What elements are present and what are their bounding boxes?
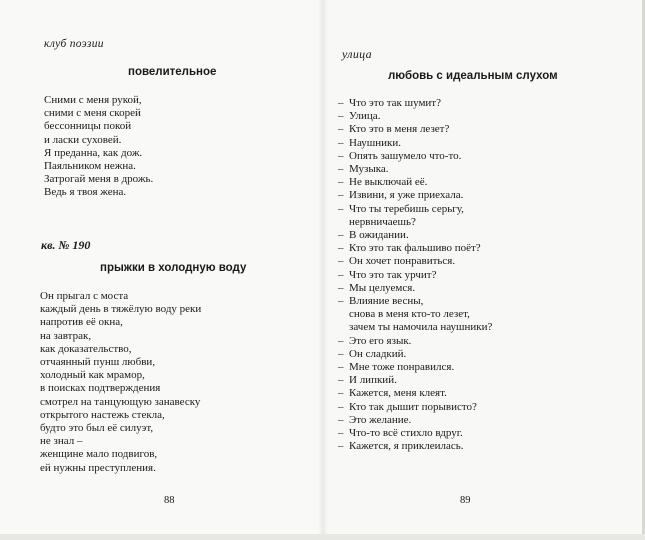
dialogue-text: Не выключай её. xyxy=(349,176,428,189)
dialogue-line xyxy=(338,348,492,361)
dialogue-line xyxy=(338,401,492,414)
poem-line: Паяльником нежна. xyxy=(44,160,136,173)
page-number: 88 xyxy=(164,495,175,506)
poem-line: Сними с меня рукой, xyxy=(44,94,142,106)
dialogue-dash: – xyxy=(338,97,344,109)
dialogue-poem-body xyxy=(338,97,492,453)
poem-line: холодный как мрамор, xyxy=(40,369,145,382)
poem-line: Я преданна, как дож. xyxy=(44,146,143,159)
dialogue-line xyxy=(338,150,492,163)
dialogue-line xyxy=(338,229,492,242)
dialogue-text: Это желание. xyxy=(349,413,412,426)
dialogue-text: Извини, я уже приехала. xyxy=(349,189,464,202)
dialogue-dash: – xyxy=(338,110,344,123)
dialogue-dash: – xyxy=(338,281,344,294)
dialogue-line xyxy=(338,361,492,374)
poem-title: прыжки в холодную воду xyxy=(100,262,247,274)
dialogue-dash: – xyxy=(338,440,344,453)
dialogue-dash: – xyxy=(338,268,344,281)
poem-line: будто это был её силуэт, xyxy=(40,422,154,435)
dialogue-dash: – xyxy=(338,255,344,268)
poem-line: на завтрак, xyxy=(40,329,92,342)
poem-line: сними с меня скорей xyxy=(44,107,141,120)
dialogue-line xyxy=(338,176,492,189)
poem-line: Затрогай меня в дрожь. xyxy=(44,173,154,186)
dialogue-line xyxy=(338,163,492,176)
dialogue-text: нервничаешь? xyxy=(349,215,416,228)
dialogue-text: Что ты теребишь серьгу, xyxy=(349,202,464,215)
dialogue-dash: – xyxy=(338,202,344,215)
dialogue-text: Кто это так фальшиво поёт? xyxy=(349,242,481,255)
poem-line: женщине мало подвигов, xyxy=(40,448,158,461)
dialogue-dash: – xyxy=(338,400,344,413)
dialogue-dash: – xyxy=(338,374,344,387)
dialogue-line xyxy=(338,269,492,282)
dialogue-line xyxy=(338,189,492,202)
poem-line: отчаянный пунш любви, xyxy=(40,356,156,369)
dialogue-dash: – xyxy=(338,163,344,176)
dialogue-text: зачем ты намочила наушники? xyxy=(349,321,493,334)
poem-line: напротив её окна, xyxy=(40,316,123,329)
poem-line: смотрел на танцующую занавеску xyxy=(40,395,201,408)
dialogue-text: Кто так дышит порывисто? xyxy=(349,400,477,413)
poem-title: повелительное xyxy=(128,66,217,78)
poem-line: и ласки суховей. xyxy=(44,133,122,146)
dialogue-dash: – xyxy=(338,413,344,426)
dialogue-line xyxy=(338,97,492,110)
poem-line: Он прыгал с моста xyxy=(40,290,129,302)
dialogue-line xyxy=(338,295,492,308)
dialogue-text: Кто это в меня лезет? xyxy=(349,123,450,136)
dialogue-dash: – xyxy=(338,176,344,189)
dialogue-line xyxy=(338,440,492,453)
dialogue-text: Мы целуемся. xyxy=(349,281,416,294)
dialogue-line xyxy=(338,137,492,150)
dialogue-dash: – xyxy=(338,387,344,400)
dialogue-dash: – xyxy=(338,242,344,255)
poem-line: ей нужны преступления. xyxy=(40,461,156,474)
dialogue-dash: – xyxy=(338,295,344,308)
dialogue-text: Это его язык. xyxy=(349,334,412,347)
dialogue-line xyxy=(338,123,492,136)
dialogue-line xyxy=(338,242,492,255)
dialogue-line xyxy=(338,255,492,268)
dialogue-line xyxy=(338,110,492,123)
dialogue-line xyxy=(338,321,492,334)
dialogue-text: Мне тоже понравился. xyxy=(349,361,455,374)
dialogue-line xyxy=(338,203,492,216)
dialogue-text: В ожидании. xyxy=(349,229,409,242)
poem-line: Ведь я твоя жена. xyxy=(44,186,127,199)
page-edge xyxy=(0,534,645,540)
dialogue-dash: – xyxy=(338,189,344,202)
dialogue-text: Улица. xyxy=(349,110,381,123)
dialogue-text: Кажется, я приклеилась. xyxy=(349,440,464,453)
dialogue-text: Опять зашумело что-то. xyxy=(349,149,462,162)
dialogue-dash: – xyxy=(338,427,344,440)
book-gutter xyxy=(318,0,328,540)
poem-line: каждый день в тяжёлую воду реки xyxy=(40,303,202,316)
dialogue-line xyxy=(338,216,492,229)
running-header: улица xyxy=(342,47,372,61)
dialogue-dash: – xyxy=(338,229,344,242)
dialogue-line xyxy=(338,374,492,387)
poem-line: как доказательство, xyxy=(40,342,132,355)
dialogue-dash: – xyxy=(338,149,344,162)
dialogue-line xyxy=(338,414,492,427)
dialogue-dash: – xyxy=(338,361,344,374)
left-page xyxy=(0,0,322,540)
dialogue-dash: – xyxy=(338,334,344,347)
poem-line: бессонницы покой xyxy=(44,120,132,133)
poem-title: любовь с идеальным слухом xyxy=(388,70,558,82)
dialogue-text: Он хочет понравиться. xyxy=(349,255,456,268)
dialogue-text: Влияние весны, xyxy=(349,295,424,308)
poem-line: открытого настежь стекла, xyxy=(40,408,165,421)
dialogue-text: снова в меня кто-то лезет, xyxy=(349,308,470,321)
running-header: клуб поэзии xyxy=(44,38,104,50)
poem-line: в поисках подтверждения xyxy=(40,382,161,395)
right-page xyxy=(322,0,645,540)
poem-line: не знал – xyxy=(40,435,83,448)
dialogue-text: И липкий. xyxy=(349,374,397,387)
poem-body xyxy=(44,94,153,200)
dialogue-text: Наушники. xyxy=(349,136,401,149)
dialogue-line xyxy=(338,308,492,321)
section-heading: кв. № 190 xyxy=(41,238,91,252)
dialogue-text: Кажется, меня клеят. xyxy=(349,387,447,400)
dialogue-line xyxy=(338,387,492,400)
dialogue-dash: – xyxy=(338,136,344,149)
dialogue-line xyxy=(338,282,492,295)
dialogue-text: Что это так шумит? xyxy=(349,97,441,109)
dialogue-text: Что это так урчит? xyxy=(349,268,437,281)
dialogue-text: Он сладкий. xyxy=(349,347,407,360)
poem-body xyxy=(40,290,201,475)
dialogue-dash: – xyxy=(338,347,344,360)
dialogue-line xyxy=(338,335,492,348)
dialogue-text: Музыка. xyxy=(349,163,389,176)
dialogue-line xyxy=(338,427,492,440)
dialogue-text: Что-то всё стихло вдруг. xyxy=(349,427,463,440)
dialogue-dash: – xyxy=(338,123,344,136)
page-number: 89 xyxy=(460,495,471,506)
